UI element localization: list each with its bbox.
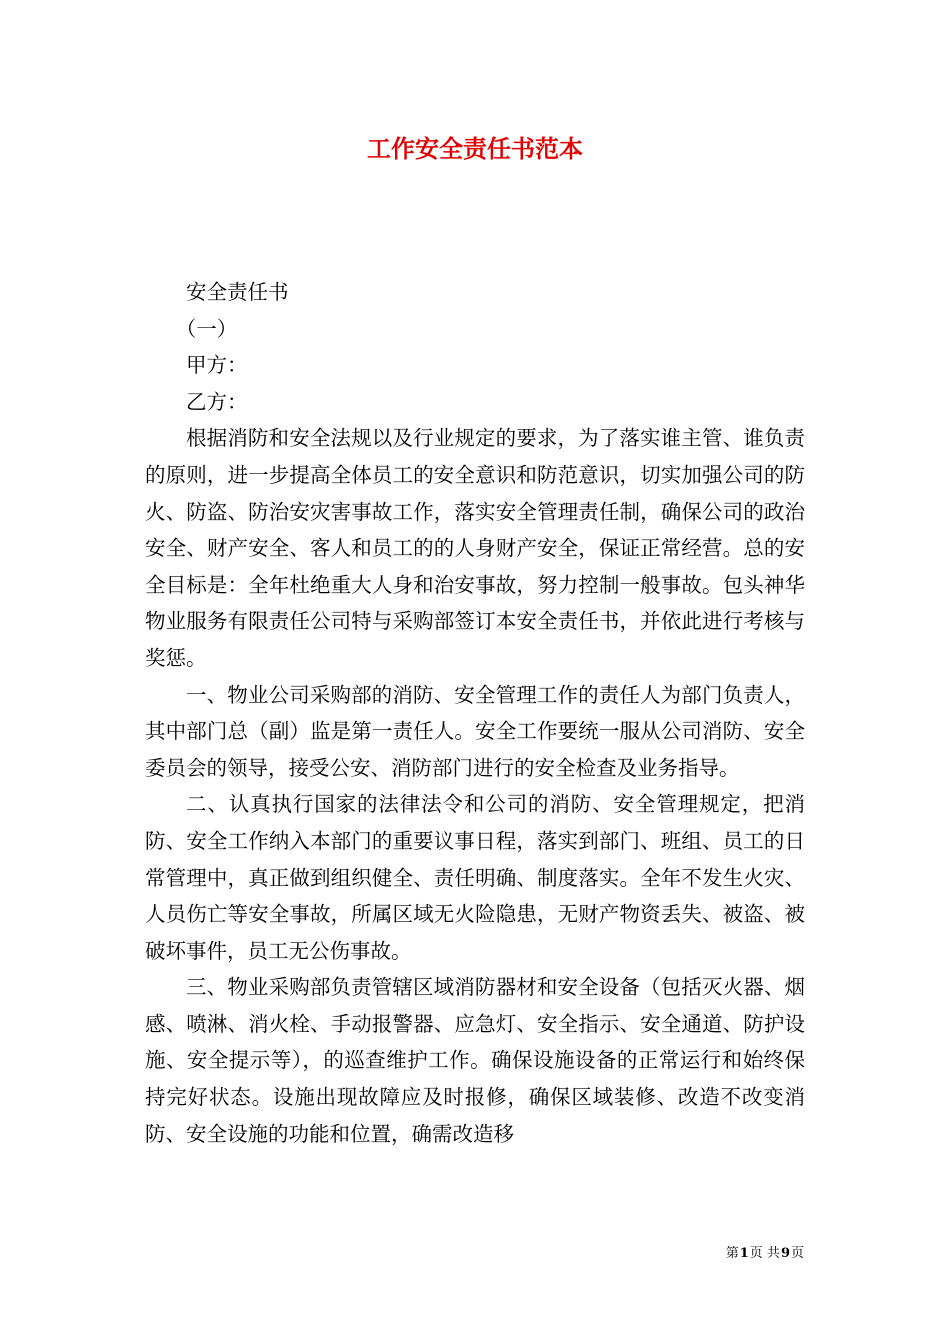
paragraph-item-2: 二、认真执行国家的法律法令和公司的消防、安全管理规定，把消防、安全工作纳入本部门的重要议事日程，落实到部门、班组、员工的日常管理中，真正做到组织健全、责任明确、制度落实。全年不发生火灾、人员伤亡等安全事故，所属区域无火险隐患，无财产物资丢失、被盗、被破坏事件，员工无公伤事故。	[145, 792, 805, 963]
footer-current-page: 1	[739, 1246, 749, 1261]
document-title: 工作安全责任书范本	[367, 134, 583, 163]
section-number-line: （一）	[175, 316, 238, 341]
footer-total-pages: 9	[780, 1246, 790, 1261]
footer-suffix: 页	[790, 1246, 804, 1261]
party-b-line: 乙方：	[186, 389, 248, 414]
paragraph-intro: 根据消防和安全法规以及行业规定的要求，为了落实谁主管、谁负责的原则，进一步提高全体员工的安全意识和防范意识，切实加强公司的防火、防盗、防治安灾害事故工作，落实安全管理责任制，确保公司的政治安全、财产安全、客人和员工的的人身财产安全，保证正常经营。总的安全目标是：全年杜绝重大人身和治安事故，努力控制一般事故。包头神华物业服务有限责任公司特与采购部签订本安全责任书，并依此进行考核与奖惩。	[145, 426, 805, 670]
footer-middle: 页 共	[749, 1246, 780, 1261]
footer-prefix: 第	[725, 1246, 739, 1261]
document-body	[145, 274, 805, 1152]
heading-line: 安全责任书	[186, 280, 289, 304]
paragraph-item-1: 一、物业公司采购部的消防、安全管理工作的责任人为部门负责人，其中部门总（副）监是第一责任人。安全工作要统一服从公司消防、安全委员会的领导，接受公安、消防部门进行的安全检查及业务指导。	[145, 682, 805, 780]
page-number-footer	[726, 1245, 804, 1263]
paragraph-item-3: 三、物业采购部负责管辖区域消防器材和安全设备（包括灭火器、烟感、喷淋、消火栓、手动报警器、应急灯、安全指示、安全通道、防护设施、安全提示等），的巡查维护工作。确保设施设备的正常运行和始终保持完好状态。设施出现故障应及时报修，确保区域装修、改造不改变消防、安全设施的功能和位置，确需改造移	[145, 975, 805, 1146]
party-a-line: 甲方：	[186, 353, 248, 378]
